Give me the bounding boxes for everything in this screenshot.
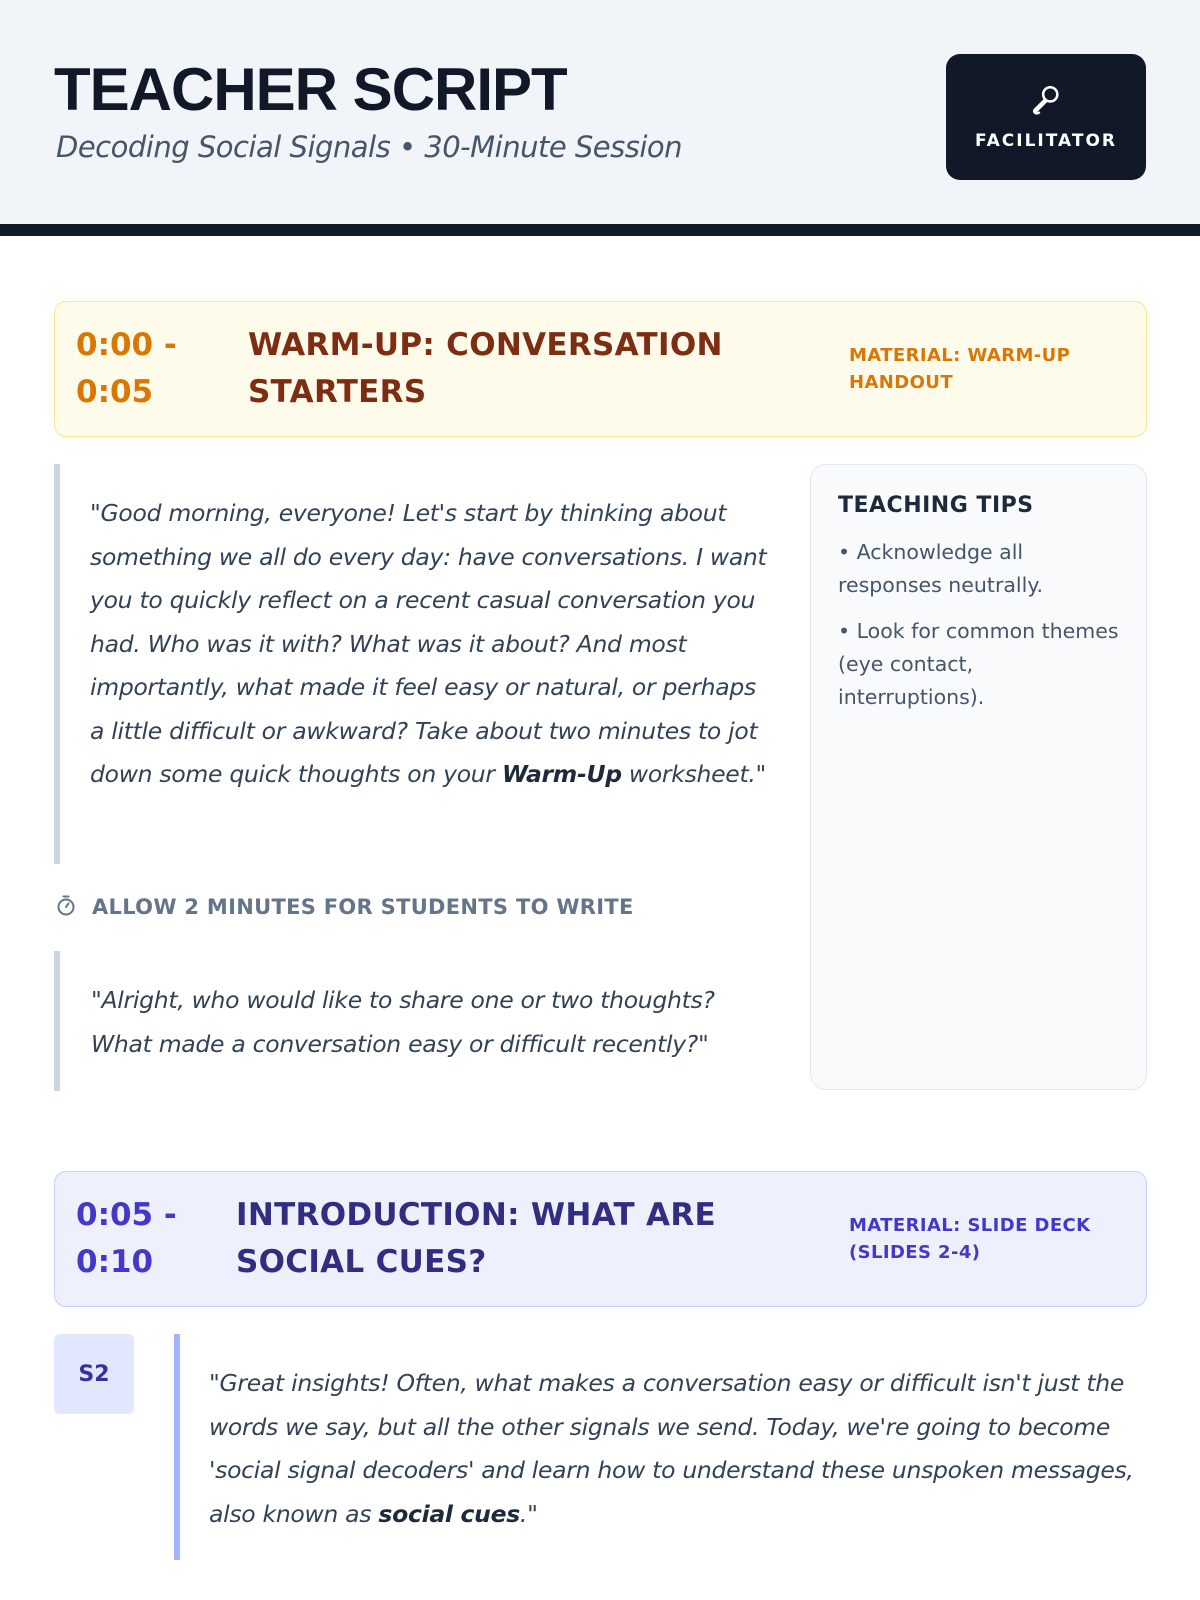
page-title: TEACHER SCRIPT [54,56,567,123]
script-text: ." [519,1499,538,1528]
page-header [0,0,1200,236]
timing-cue-text: ALLOW 2 MINUTES FOR STUDENTS TO WRITE [92,895,634,919]
script-text: "Great insights! Often, what makes a conversation easy or difficult isn't just the words we say, but all the other signals we send. Today, we're going to become 'social signal decoders' and learn how to understand these unspoken messages, also known as [209,1369,1134,1528]
script-quote [174,1334,1134,1560]
script-text: "Good morning, everyone! Let's start by thinking about something we all do every day: have conversations. I want you to quickly reflect on a recent casual conversation you had. Who was it with? What was it about? And most importantly, what made it feel easy or natural, or perhaps a little difficult or awkward? Take about two minutes to jot down some quick thoughts on your [90,499,767,788]
script-emphasis: social cues [378,1499,520,1528]
section-header-warm-up [54,301,1147,437]
script-text: "Alright, who would like to share one or two thoughts? What made a conversation easy or difficult recently?" [91,986,715,1058]
timing-cue [54,893,634,921]
section-material: MATERIAL: WARM-UP HANDOUT [849,345,1071,393]
teaching-tips-title: TEACHING TIPS [838,493,1034,518]
section-time-start: 0:05 - [76,1197,177,1233]
slide-number-badge: S2 [54,1334,134,1414]
section-time [76,322,206,416]
script-text: worksheet." [621,760,767,788]
section-title: WARM-UP: CONVERSATION STARTERS [248,327,723,410]
microphone-icon [1029,83,1063,131]
script-quote [54,464,774,864]
teaching-tip-item: • Look for common themes (eye contact, interruptions). [838,619,1119,709]
section-time-start: 0:00 - [76,327,177,363]
page-subtitle: Decoding Social Signals • 30-Minute Session [56,130,683,164]
facilitator-label: FACILITATOR [974,131,1118,151]
section-header-introduction [54,1171,1147,1307]
stopwatch-icon [54,893,92,921]
facilitator-badge [946,54,1146,180]
teaching-tips-panel [810,464,1147,1090]
section-time-end: 0:10 [76,1244,154,1280]
script-emphasis: Warm-Up [501,760,622,788]
section-title: INTRODUCTION: WHAT ARE SOCIAL CUES? [236,1197,716,1280]
section-time-end: 0:05 [76,374,154,410]
teaching-tip-item: • Acknowledge all responses neutrally. [838,540,1044,597]
section-material: MATERIAL: SLIDE DECK (SLIDES 2-4) [849,1215,1091,1263]
section-time [76,1192,206,1286]
script-quote [54,951,774,1091]
